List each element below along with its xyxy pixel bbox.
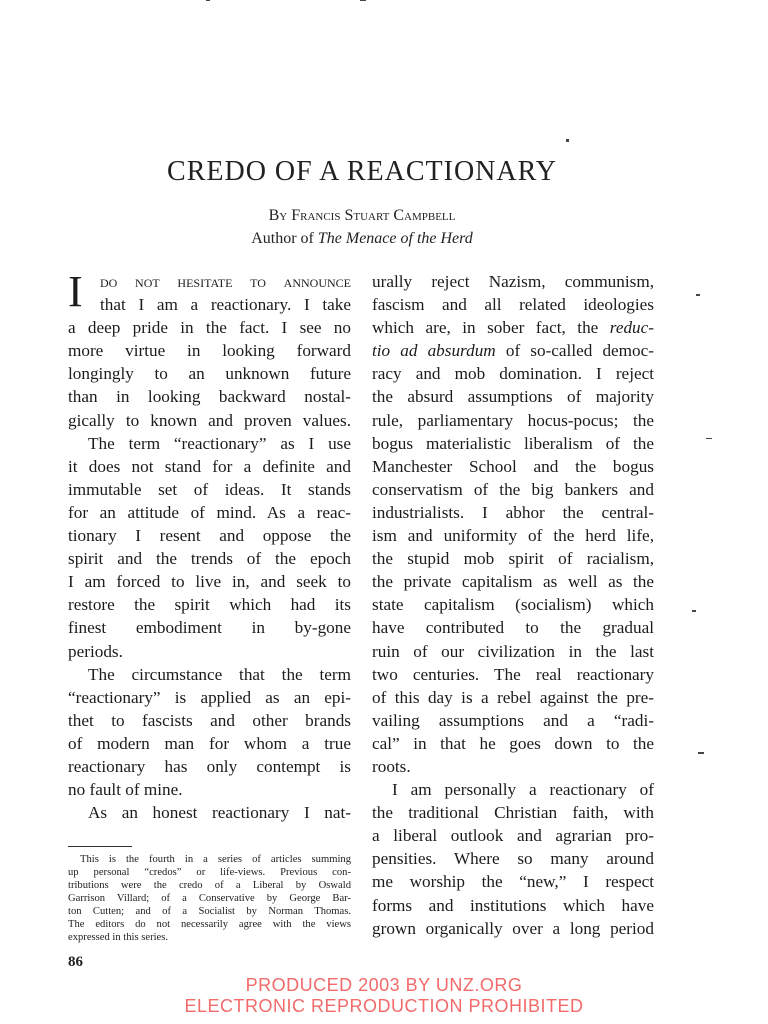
scan-speck (706, 438, 712, 439)
text-line: than in looking backward nostal- (68, 387, 351, 407)
watermark-line-1: PRODUCED 2003 BY UNZ.ORG (245, 975, 523, 995)
watermark-line-2: ELECTRONIC REPRODUCTION PROHIBITED (184, 996, 584, 1016)
article-byline: By Francis Stuart Campbell (268, 207, 456, 224)
text-line: Manchester School and the bogus (372, 456, 654, 476)
text-line: racy and mob domination. I reject (372, 364, 654, 384)
author-note (0, 230, 724, 248)
text-line: which are, in sober fact, the reduc- (372, 318, 654, 338)
text-line: no fault of mine. (68, 780, 183, 800)
text-line: ism and uniformity of the herd life, (372, 526, 654, 546)
text-line: pensities. Where so many around (372, 849, 654, 869)
text-line: a liberal outlook and agrarian pro- (372, 826, 654, 846)
footnote-line: expressed in this series. (68, 932, 169, 943)
text-line: of modern man for whom a true (68, 733, 351, 753)
drop-cap: I (68, 267, 83, 316)
text-line: bogus materialistic liberalism of the (372, 433, 654, 453)
text-line: more virtue in looking forward (68, 341, 351, 361)
italic-phrase: tio ad absurdum (372, 341, 496, 361)
text-line: two centuries. The real reactionary (372, 664, 654, 684)
text-line: immutable set of ideas. It stands (68, 479, 351, 499)
text-line: state capitalism (socialism) which (372, 595, 654, 615)
text-line: that I am a reactionary. I take (100, 295, 351, 315)
text-line: the stupid mob spirit of racialism, (372, 549, 654, 569)
author-note-book: The Menace of the Herd (317, 230, 473, 247)
text-line: periods. (68, 641, 123, 661)
text-line: a deep pride in the fact. I see no (68, 318, 351, 338)
footnote-line: Garrison Villard; of a Conservative by George Bar- (68, 893, 351, 904)
scan-speck (698, 752, 704, 754)
text-line: The term “reactionary” as I use (88, 433, 351, 453)
text-line: the traditional Christian faith, with (372, 803, 654, 823)
text-line: restore the spirit which had its (68, 595, 351, 615)
italic-phrase: reduc- (609, 318, 654, 338)
text-line: do not hesitate to announce (100, 272, 351, 291)
text-line: fascism and all related ideologies (372, 295, 654, 315)
text-line: longingly to an unknown future (68, 364, 351, 384)
text-line: conservatism of the big bankers and (372, 479, 654, 499)
text-line: I am forced to live in, and seek to (68, 572, 351, 592)
text-line: cal” in that he goes down to the (372, 733, 654, 753)
text-line: I am personally a reactionary of (392, 780, 654, 800)
footnote (68, 853, 351, 944)
text-line: finest embodiment in by-gone (68, 618, 351, 638)
text-line: industrialists. I abhor the central- (372, 502, 654, 522)
footnote-line: up personal “credos” or life-views. Previous con- (68, 867, 351, 878)
text-line: ruin of our civilization in the last (372, 641, 654, 661)
footnote-line: tributions were the credo of a Liberal by Oswald (68, 880, 351, 891)
article-title: CREDO OF A REACTIONARY (167, 156, 557, 187)
footnote-line: The editors do not necessarily agree with the views (68, 919, 351, 930)
text-line: rule, parliamentary hocus-pocus; the (372, 410, 654, 430)
scan-speck (566, 139, 569, 142)
text-line: for an attitude of mind. As a reac- (68, 502, 351, 522)
text-line: tio ad absurdum of so-called democ- (372, 341, 654, 361)
author-note-prefix: Author of (251, 230, 318, 247)
text-line: the private capitalism as well as the (372, 572, 654, 592)
text-line: The circumstance that the term (88, 664, 351, 684)
text-line: have contributed to the gradual (372, 618, 654, 638)
text-line: reactionary has only contempt is (68, 756, 351, 776)
text-line: As an honest reactionary I nat- (88, 803, 351, 823)
page-number: 86 (68, 954, 83, 970)
text-line: tionary I resent and oppose the (68, 526, 351, 546)
text-line: roots. (372, 756, 411, 776)
text-line: grown organically over a long period (372, 918, 654, 938)
text-line: thet to fascists and other brands (68, 710, 351, 730)
text-line: it does not stand for a definite and (68, 456, 351, 476)
scan-speck (696, 294, 700, 296)
text-line: forms and institutions which have (372, 895, 654, 915)
text-line: spirit and the trends of the epoch (68, 549, 351, 569)
footnote-rule (68, 846, 132, 847)
text-line: urally reject Nazism, communism, (372, 272, 654, 291)
scan-speck (206, 0, 210, 1)
footnote-line: ton Cutten; and of a Socialist by Norman Thomas. (68, 906, 351, 917)
left-column (68, 267, 351, 824)
text-line: of this day is a rebel against the pre- (372, 687, 654, 707)
opening-paragraph (68, 267, 351, 316)
text-line: gically to known and proven values. (68, 410, 351, 430)
text-line: vailing assumptions and a “radi- (372, 710, 654, 730)
scan-speck (692, 610, 696, 612)
footnote-line: This is the fourth in a series of articles summing (80, 854, 351, 865)
text-line: me worship the “new,” I respect (372, 872, 654, 892)
text-line: the absurd assumptions of majority (372, 387, 654, 407)
right-column (372, 270, 654, 940)
scan-speck (360, 0, 366, 1)
text-line: “reactionary” is applied as an epi- (68, 687, 351, 707)
